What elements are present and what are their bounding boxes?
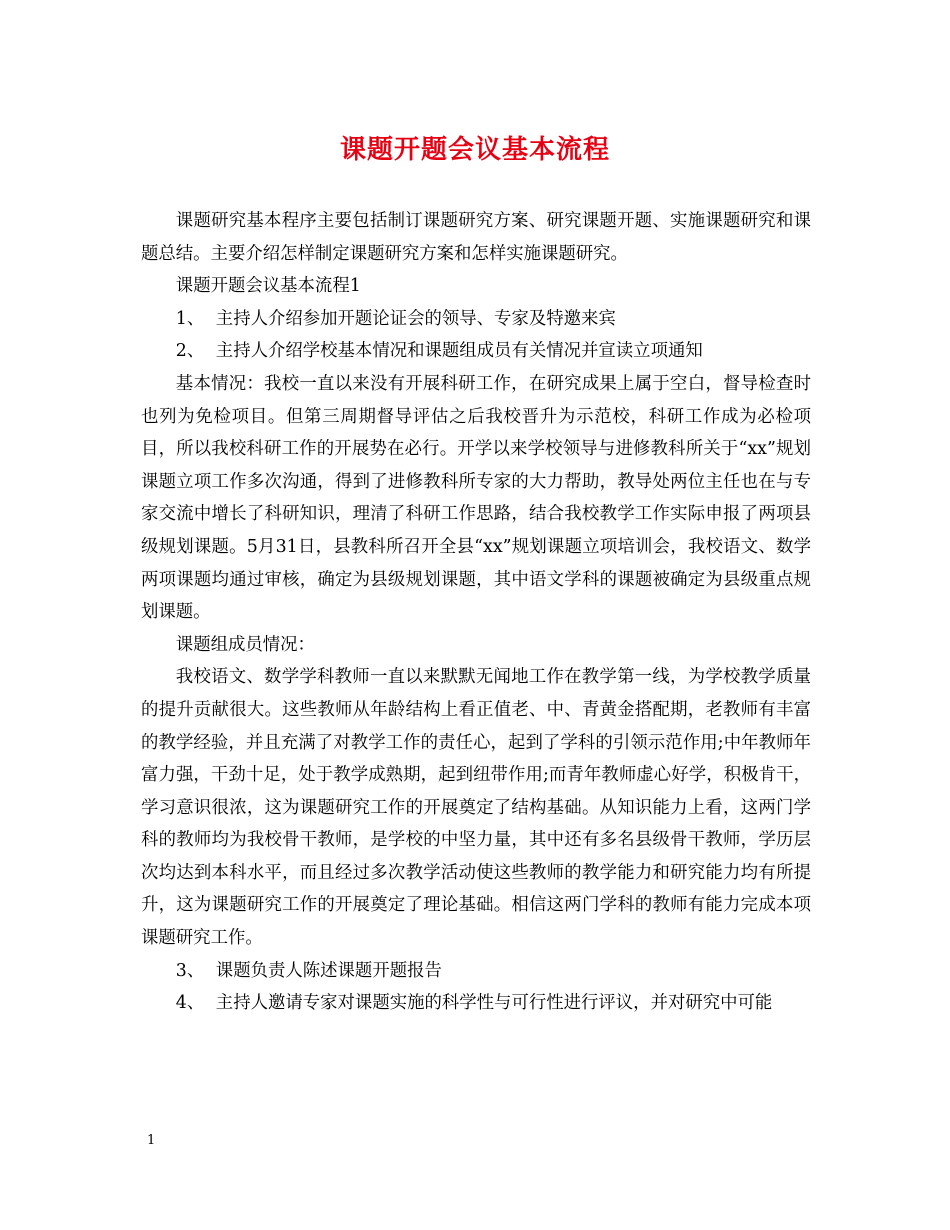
document-body [141, 205, 811, 1020]
intro-paragraph: 课题研究基本程序主要包括制订课题研究方案、研究课题开题、实施课题研究和课题总结。主要介绍怎样制定课题研究方案和怎样实施课题研究。 [141, 211, 811, 264]
section-heading: 课题开题会议基本流程1 [175, 276, 361, 297]
step-number: 1、 [175, 308, 205, 329]
step-number: 2、 [175, 341, 205, 362]
members-heading: 课题组成员情况： [175, 634, 315, 655]
step-item [141, 303, 811, 336]
step-text: 主持人介绍学校基本情况和课题组成员有关情况并宣读立项通知 [215, 341, 703, 362]
step-number: 4、 [175, 993, 205, 1014]
step-item [141, 335, 811, 368]
step-text: 主持人介绍参加开题论证会的领导、专家及特邀来宾 [215, 308, 616, 329]
basic-info-paragraph: 基本情况：我校一直以来没有开展科研工作，在研究成果上属于空白，督导检查时也列为免检项目。但第三周期督导评估之后我校晋升为示范校，科研工作成为必检项目，所以我校科研工作的开展势在必行。开学以来学校领导与进修教科所关于“xx”规划课题立项工作多次沟通，得到了进修教科所专家的大力帮助，教导处两位主任也在与专家交流中增长了科研知识，理清了科研工作思路，结合我校教学工作实际申报了两项县级规划课题。5月31日，县教科所召开全县“xx”规划课题立项培训会，我校语文、数学两项课题均通过审核，确定为县级规划课题，其中语文学科的课题被确定为县级重点规划课题。 [141, 373, 811, 623]
step-item [141, 987, 811, 1020]
page-number: 1 [147, 1133, 156, 1148]
step-number: 3、 [175, 960, 205, 981]
members-paragraph: 我校语文、数学学科教师一直以来默默无闻地工作在教学第一线，为学校教学质量的提升贡献很大。这些教师从年龄结构上看正值老、中、青黄金搭配期，老教师有丰富的教学经验，并且充满了对教学工作的责任心，起到了学科的引领示范作用;中年教师年富力强，干劲十足，处于教学成熟期，起到纽带作用;而青年教师虚心好学，积极肯干，学习意识很浓，这为课题研究工作的开展奠定了结构基础。从知识能力上看，这两门学科的教师均为我校骨干教师，是学校的中坚力量，其中还有多名县级骨干教师，学历层次均达到本科水平，而且经过多次教学活动使这些教师的教学能力和研究能力均有所提升，这为课题研究工作的开展奠定了理论基础。相信这两门学科的教师有能力完成本项课题研究工作。 [141, 667, 811, 949]
document-title: 课题开题会议基本流程 [339, 135, 610, 165]
step-item [141, 955, 811, 988]
step-text: 主持人邀请专家对课题实施的科学性与可行性进行评议，并对研究中可能 [215, 993, 773, 1014]
step-text: 课题负责人陈述课题开题报告 [215, 960, 442, 981]
